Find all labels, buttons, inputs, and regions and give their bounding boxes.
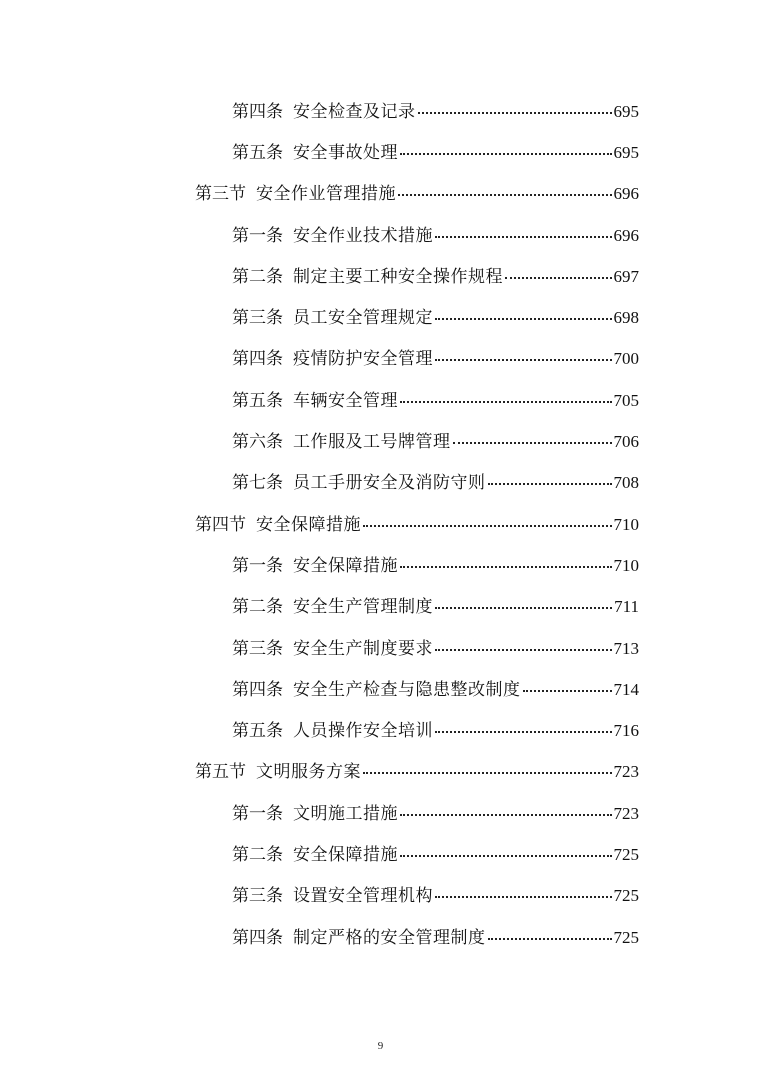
toc-section-entry[interactable] [0,752,761,793]
entry-title: 安全事故处理 [293,142,398,163]
entry-title: 工作服及工号牌管理 [293,432,451,453]
toc-entry[interactable] [0,256,761,297]
dot-leader [505,276,612,279]
entry-page: 696 [613,184,639,204]
toc-entry[interactable] [0,710,761,751]
dot-leader [435,235,612,238]
toc-entry[interactable] [0,793,761,834]
dot-leader [435,730,612,733]
entry-number: 第二条 [232,266,283,287]
toc-entry[interactable] [0,380,761,421]
entry-page: 725 [613,886,639,906]
section-title: 文明服务方案 [256,762,361,783]
entry-number: 第二条 [232,597,283,618]
entry-number: 第五条 [232,142,283,163]
toc-entry[interactable] [0,917,761,958]
toc-section-entry[interactable] [0,174,761,215]
dot-leader [400,854,612,857]
toc-entry[interactable] [0,297,761,338]
entry-number: 第二条 [232,844,283,865]
page-number: 9 [377,1040,384,1052]
entry-title: 人员操作安全培训 [293,721,433,742]
entry-title: 员工安全管理规定 [293,308,433,329]
section-number: 第三节 [195,184,246,205]
toc-entry[interactable] [0,587,761,628]
dot-leader [363,524,612,527]
entry-number: 第四条 [232,101,283,122]
dot-leader [523,689,612,692]
dot-leader [398,193,612,196]
entry-title: 安全保障措施 [293,844,398,865]
toc-entry[interactable] [0,339,761,380]
entry-number: 第四条 [232,349,283,370]
dot-leader [435,317,612,320]
dot-leader [488,482,612,485]
entry-page: 710 [613,514,639,534]
entry-page: 716 [613,721,639,741]
entry-number: 第一条 [232,555,283,576]
entry-title: 疫情防护安全管理 [293,349,433,370]
dot-leader [400,565,612,568]
dot-leader [400,813,612,816]
entry-page: 725 [613,844,639,864]
entry-title: 安全作业技术措施 [293,225,433,246]
dot-leader [488,937,612,940]
section-number: 第四节 [195,514,246,535]
entry-number: 第一条 [232,803,283,824]
toc-entry[interactable] [0,132,761,173]
entry-title: 设置安全管理机构 [293,886,433,907]
entry-title: 文明施工措施 [293,803,398,824]
entry-page: 714 [613,679,639,699]
entry-page: 706 [613,432,639,452]
dot-leader [400,400,612,403]
entry-number: 第一条 [232,225,283,246]
entry-page: 723 [613,762,639,782]
toc-entry[interactable] [0,834,761,875]
toc-entry[interactable] [0,669,761,710]
entry-number: 第三条 [232,886,283,907]
entry-page: 696 [613,225,639,245]
dot-leader [435,895,612,898]
dot-leader [418,111,612,114]
dot-leader [363,771,612,774]
toc-entry[interactable] [0,421,761,462]
entry-title: 安全检查及记录 [293,101,416,122]
entry-page: 705 [613,390,639,410]
section-number: 第五节 [195,762,246,783]
dot-leader [435,358,612,361]
entry-number: 第四条 [232,927,283,948]
toc-entry[interactable] [0,628,761,669]
toc-entry[interactable] [0,215,761,256]
entry-page: 695 [613,101,639,121]
entry-page: 711 [614,597,639,617]
entry-title: 车辆安全管理 [293,390,398,411]
entry-page: 698 [613,308,639,328]
dot-leader [400,152,612,155]
entry-number: 第五条 [232,390,283,411]
entry-number: 第六条 [232,432,283,453]
toc-entry[interactable] [0,463,761,504]
toc-entry[interactable] [0,876,761,917]
entry-number: 第七条 [232,473,283,494]
entry-title: 安全生产检查与隐患整改制度 [293,679,521,700]
entry-page: 713 [613,638,639,658]
entry-page: 697 [613,266,639,286]
entry-page: 723 [613,803,639,823]
entry-page: 695 [613,142,639,162]
entry-page: 710 [613,555,639,575]
toc-section-entry[interactable] [0,504,761,545]
section-title: 安全作业管理措施 [256,184,396,205]
entry-number: 第三条 [232,308,283,329]
table-of-contents [0,91,761,958]
entry-page: 708 [613,473,639,493]
dot-leader [435,648,612,651]
entry-number: 第三条 [232,638,283,659]
entry-page: 725 [613,927,639,947]
toc-entry[interactable] [0,545,761,586]
entry-title: 员工手册安全及消防守则 [293,473,486,494]
entry-title: 安全保障措施 [293,555,398,576]
entry-title: 安全生产制度要求 [293,638,433,659]
entry-title: 制定严格的安全管理制度 [293,927,486,948]
entry-number: 第四条 [232,679,283,700]
entry-page: 700 [613,349,639,369]
dot-leader [453,441,612,444]
section-title: 安全保障措施 [256,514,361,535]
entry-title: 安全生产管理制度 [293,597,433,618]
entry-title: 制定主要工种安全操作规程 [293,266,503,287]
toc-entry[interactable] [0,91,761,132]
entry-number: 第五条 [232,721,283,742]
dot-leader [435,606,612,609]
